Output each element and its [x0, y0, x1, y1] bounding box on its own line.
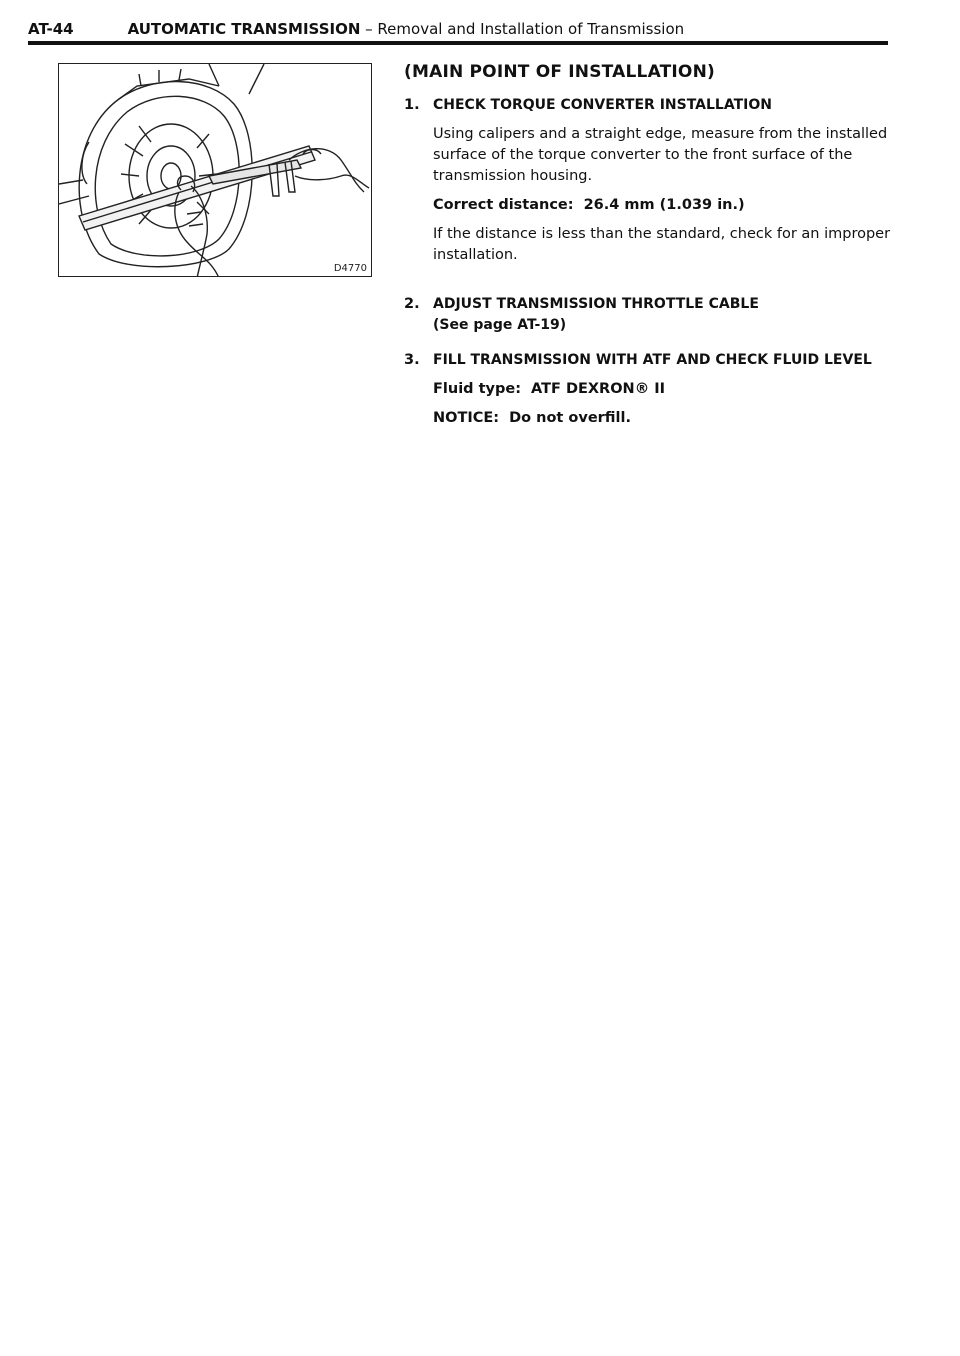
step-number: 2.	[404, 296, 420, 312]
content-column	[404, 62, 904, 429]
torque-converter-measurement-illustration	[59, 64, 372, 277]
subsection-title: – Removal and Installation of Transmission	[360, 20, 685, 38]
step-2	[404, 294, 904, 336]
page-header	[28, 18, 888, 42]
figure-code: D4770	[333, 263, 367, 274]
section-title: AUTOMATIC TRANSMISSION	[127, 20, 361, 38]
spec-line	[433, 195, 904, 216]
step-3	[404, 350, 904, 429]
step-title: FILL TRANSMISSION WITH ATF AND CHECK FLUID LEVEL	[433, 352, 872, 368]
step-number: 1.	[404, 97, 420, 113]
spec-label: Fluid type:	[433, 381, 521, 397]
header-rule	[28, 41, 888, 45]
figure-torque-converter-check	[58, 63, 372, 277]
page-number: AT-44	[28, 20, 74, 38]
notice-line	[433, 408, 904, 429]
spec-value: ATF DEXRON® II	[531, 381, 666, 397]
step-title: CHECK TORQUE CONVERTER INSTALLATION	[433, 97, 772, 113]
step-reference: (See page AT-19)	[433, 317, 567, 333]
spec-value: 26.4 mm (1.039 in.)	[583, 197, 745, 213]
spec-line	[433, 379, 904, 400]
step-1	[404, 95, 904, 266]
step-body: Using calipers and a straight edge, measure from the installed surface of the torque converter to the front surface of the transmission housing.	[433, 126, 888, 184]
notice-label: NOTICE:	[433, 410, 500, 426]
main-title: (MAIN POINT OF INSTALLATION)	[404, 62, 715, 82]
step-note: If the distance is less than the standard, check for an improper installation.	[433, 226, 891, 263]
step-title: ADJUST TRANSMISSION THROTTLE CABLE	[433, 296, 759, 312]
spec-label: Correct distance:	[433, 197, 574, 213]
notice-value: Do not overfill.	[509, 410, 631, 426]
step-number: 3.	[404, 352, 420, 368]
